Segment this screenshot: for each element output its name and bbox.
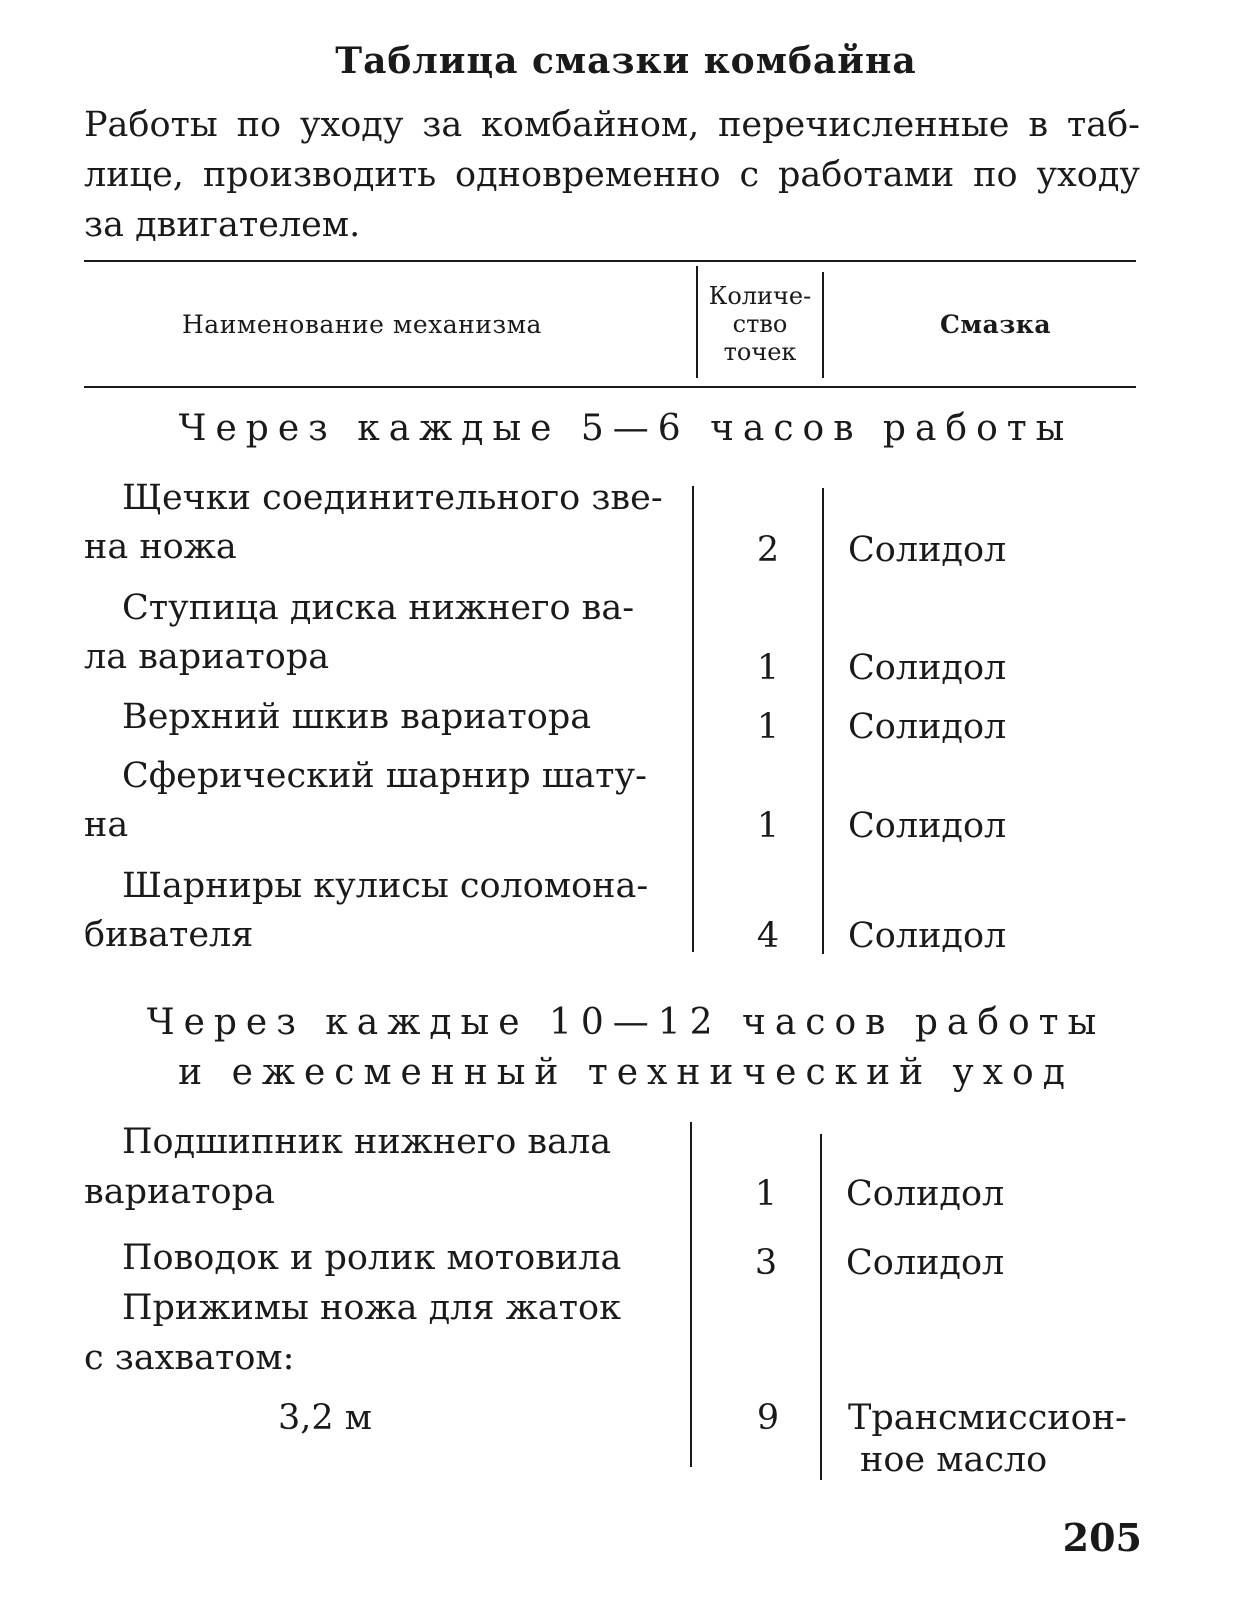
column-divider-right: [820, 1134, 822, 1480]
intro-line-2: лице, производить одновременно с работами по уходу: [84, 155, 1140, 195]
mechanism-name: бивателя: [84, 915, 254, 955]
header-count: [700, 282, 820, 366]
section-heading: Через каждые 5—6 часов работы: [178, 408, 1074, 449]
column-divider-left: [692, 486, 694, 952]
header-divider-right: [822, 272, 824, 378]
mechanism-name: с захватом:: [84, 1338, 295, 1378]
intro-line-3: за двигателем.: [84, 205, 361, 245]
point-count: 1: [756, 648, 780, 688]
lubricant: Трансмиссион-: [848, 1398, 1127, 1438]
mechanism-name: Щечки соединительного зве-: [122, 478, 663, 518]
lubricant: Солидол: [848, 916, 1007, 956]
table-header-rule: [84, 386, 1136, 388]
lubricant: Солидол: [848, 806, 1007, 846]
column-divider-left: [690, 1122, 692, 1467]
header-count-line: точек: [723, 338, 797, 366]
header-count-line: Количе-: [708, 282, 812, 310]
intro-line-1: Работы по уходу за комбайном, перечисленные в таб-: [84, 105, 1140, 145]
column-divider-right: [822, 488, 824, 954]
page-number: 205: [1062, 1515, 1142, 1560]
mechanism-name: 3,2 м: [278, 1398, 373, 1438]
lubricant: Солидол: [846, 1243, 1005, 1283]
point-count: 1: [756, 707, 780, 747]
mechanism-name: Ступица диска нижнего ва-: [122, 588, 635, 628]
mechanism-name: Прижимы ножа для жаток: [122, 1288, 621, 1328]
header-mechanism: Наименование механизма: [182, 310, 542, 339]
header-lubricant: Смазка: [940, 310, 1052, 339]
header-divider-left: [696, 266, 698, 378]
lubricant: Солидол: [846, 1174, 1005, 1214]
mechanism-name: Поводок и ролик мотовила: [122, 1238, 622, 1278]
mechanism-name: Сферический шарнир шату-: [122, 756, 647, 796]
mechanism-name: Подшипник нижнего вала: [122, 1122, 612, 1162]
mechanism-name: на: [84, 805, 129, 845]
mechanism-name: вариатора: [84, 1172, 275, 1212]
mechanism-name: ла вариатора: [84, 637, 330, 677]
mechanism-name: Верхний шкив вариатора: [122, 697, 592, 737]
mechanism-name: на ножа: [84, 527, 237, 567]
point-count: 9: [756, 1398, 780, 1438]
lubricant: ное масло: [860, 1440, 1048, 1480]
lubricant: Солидол: [848, 530, 1007, 570]
point-count: 4: [756, 916, 780, 956]
point-count: 2: [756, 530, 780, 570]
lubricant: Солидол: [848, 648, 1007, 688]
lubricant: Солидол: [848, 707, 1007, 747]
page-title: Таблица смазки комбайна: [335, 40, 917, 82]
table-top-rule: [84, 260, 1136, 262]
point-count: 3: [754, 1243, 778, 1283]
header-count-line: ство: [732, 310, 788, 338]
point-count: 1: [754, 1174, 778, 1214]
point-count: 1: [756, 806, 780, 846]
mechanism-name: Шарниры кулисы соломона-: [122, 866, 649, 906]
section-heading: и ежесменный технический уход: [178, 1052, 1074, 1093]
section-heading: Через каждые 10—12 часов работы: [146, 1002, 1106, 1043]
